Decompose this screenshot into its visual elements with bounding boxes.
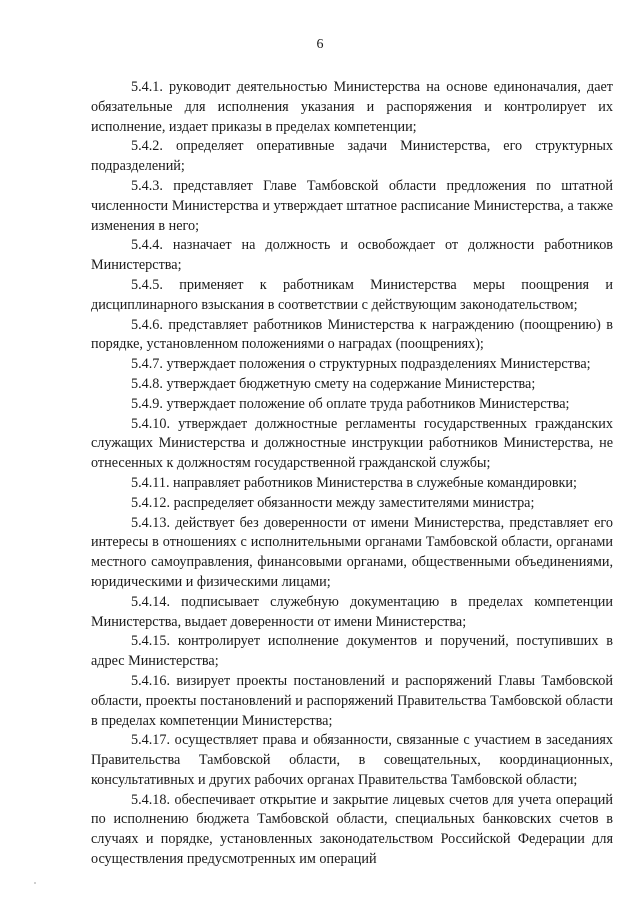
- paragraph-5-4-17: 5.4.17. осуществляет права и обязанности, связанные с участием в заседаниях Правительства Тамбовской области, в совещательных, координационных, консультативных и других рабочих органах Правительства Тамбовской области;: [91, 732, 613, 788]
- paragraph-5-4-5: 5.4.5. применяет к работникам Министерства меры поощрения и дисциплинарного взыскания в соответствии с действующим законодательством;: [91, 276, 613, 313]
- paragraph-5-4-12: 5.4.12. распределяет обязанности между заместителями министра;: [131, 494, 535, 511]
- paragraph-5-4-15: 5.4.15. контролирует исполнение документов и поручений, поступивших в адрес Министерства;: [91, 633, 613, 670]
- paragraph-5-4-9: 5.4.9. утверждает положение об оплате труда работников Министерства;: [131, 395, 570, 412]
- paragraph-5-4-11: 5.4.11. направляет работников Министерства в служебные командировки;: [131, 474, 577, 491]
- paragraph-5-4-1: 5.4.1. руководит деятельностью Министерства на основе единоначалия, дает обязательные для исполнения указания и распоряжения и контролирует их исполнение, издает приказы в пределах компетенции;: [91, 79, 613, 135]
- paragraph-5-4-16: 5.4.16. визирует проекты постановлений и распоряжений Главы Тамбовской области, проекты постановлений и распоряжений Правительства Тамбовской области в пределах компетенции Министерства;: [91, 672, 613, 729]
- paragraph-5-4-6: 5.4.6. представляет работников Министерства к награждению (поощрению) в порядке, установленном положениями о наградах (поощрениях);: [91, 316, 613, 353]
- paragraph-5-4-14: 5.4.14. подписывает служебную документацию в пределах компетенции Министерства, выдает доверенности от имени Министерства;: [91, 593, 613, 630]
- page-number: 6: [316, 37, 324, 52]
- paragraph-5-4-8: 5.4.8. утверждает бюджетную смету на содержание Министерства;: [131, 375, 536, 392]
- scan-speck: [34, 882, 36, 884]
- paragraph-5-4-4: 5.4.4. назначает на должность и освобождает от должности работников Министерства;: [91, 237, 613, 274]
- paragraph-5-4-18: 5.4.18. обеспечивает открытие и закрытие лицевых счетов для учета операций по исполнению бюджета Тамбовской области, специальных банковских счетов в случаях и порядке, установленных законодательством Российской Федерации для осуществления предусмотренных им операций: [91, 791, 613, 868]
- paragraph-5-4-3: 5.4.3. представляет Главе Тамбовской области предложения по штатной численности Министерства и утверждает штатное расписание Министерства, а также изменения в него;: [91, 177, 613, 234]
- paragraph-5-4-13: 5.4.13. действует без доверенности от имени Министерства, представляет его интересы в отношениях с исполнительными органами Тамбовской области, органами местного самоуправления, финансовыми органами, общественными объединениями, юридическими и физическими лицами;: [91, 514, 613, 590]
- paragraph-5-4-10: 5.4.10. утверждает должностные регламенты государственных гражданских служащих Министерства и должностные инструкции работников Министерства, не отнесенных к должностям государственной гражданской службы;: [91, 415, 613, 472]
- document-body: [91, 78, 613, 870]
- paragraph-5-4-2: 5.4.2. определяет оперативные задачи Министерства, его структурных подразделений;: [91, 138, 613, 175]
- paragraph-5-4-7: 5.4.7. утверждает положения о структурных подразделениях Министерства;: [131, 356, 591, 373]
